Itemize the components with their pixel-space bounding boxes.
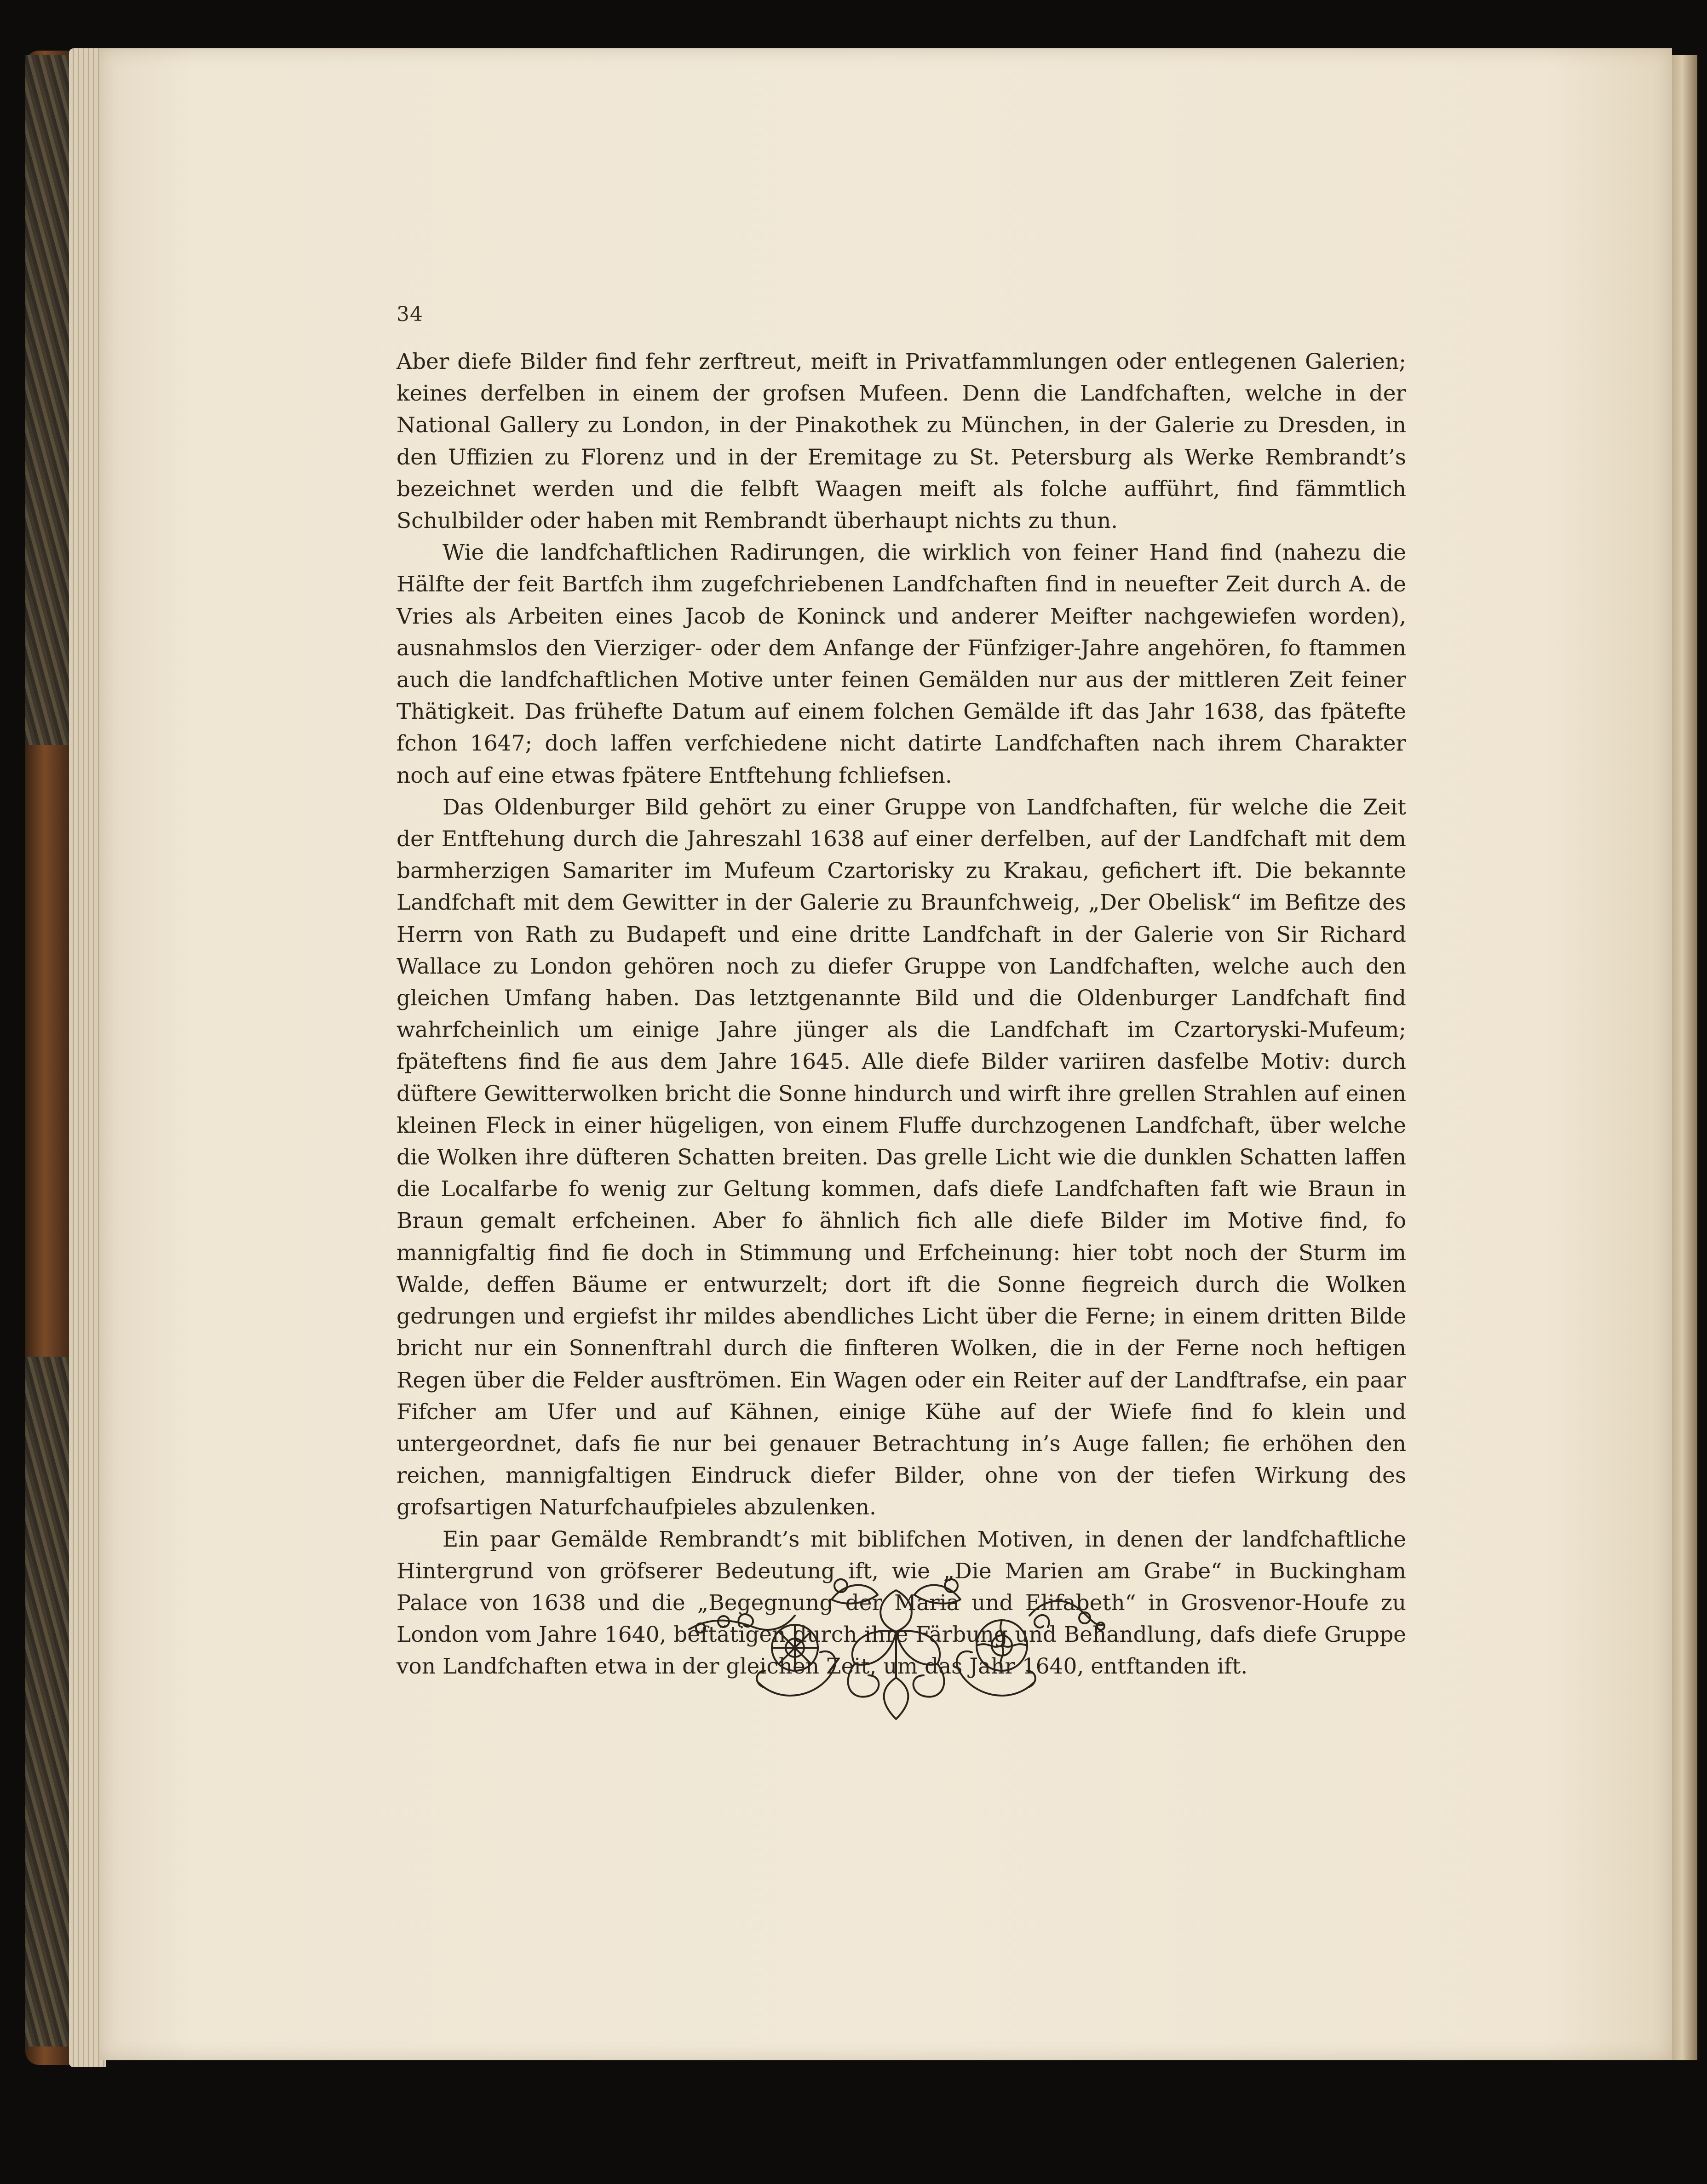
body-text [397,346,1406,1683]
facing-page-edge [1672,55,1697,2060]
paragraph-2: Wie die landfchaftlichen Radirungen, die wirklich von feiner Hand find (nahezu die Hälfte der feit Bartfch ihm zugefchriebenen Landfchaften find in neuefter Zeit durch A. de Vries als Arbeiten eines Jacob de Koninck und anderer Meifter nachgewiefen worden), ausnahmslos den Vierziger- oder dem Anfange der Fünfziger-Jahre angehören, fo ftammen auch die landfchaftlichen Motive unter feinen Gemälden nur aus der mittleren Zeit feiner Thätigkeit. Das frühefte Datum auf einem folchen Gemälde ift das Jahr 1638, das fpätefte fchon 1647; doch laffen verfchiedene nicht datirte Landfchaften nach ihrem Charakter noch auf eine etwas fpätere Entftehung fchliefsen. [397,540,1406,788]
paragraph-3: Das Oldenburger Bild gehört zu einer Gruppe von Landfchaften, für welche die Zeit der Entftehung durch die Jahreszahl 1638 auf einer derfelben, auf der Landfchaft mit dem barmherzigen Samariter im Mufeum Czartorisky zu Krakau, gefichert ift. Die bekannte Landfchaft mit dem Gewitter in der Galerie zu Braunfchweig, „Der Obelisk“ im Befitze des Herrn von Rath zu Budapeft und eine dritte Landfchaft in der Galerie von Sir Richard Wallace zu London gehören noch zu diefer Gruppe von Landfchaften, welche auch den gleichen Umfang haben. Das letztgenannte Bild und die Oldenburger Landfchaft find wahrfcheinlich um einige Jahre jünger als die Landfchaft im Czartoryski-Mufeum; fpäteftens find fie aus dem Jahre 1645. Alle diefe Bilder variiren dasfelbe Motiv: durch düftere Gewitterwolken bricht die Sonne hindurch und wirft ihre grellen Strahlen auf einen kleinen Fleck in einer hügeligen, von einem Fluffe durchzogenen Landfchaft, über welche die Wolken ihre düfteren Schatten breiten. Das grelle Licht wie die dunklen Schatten laffen die Localfarbe fo wenig zur Geltung kommen, dafs diefe Landfchaften faft wie Braun in Braun gemalt erfcheinen. Aber fo ähnlich fich alle diefe Bilder im Motive find, fo mannigfaltig find fie doch in Stimmung und Erfcheinung: hier tobt noch der Sturm im Walde, deffen Bäume er entwurzelt; dort ift die Sonne fiegreich durch die Wolken gedrungen und ergiefst ihr mildes abendliches Licht über die Ferne; in einem dritten Bilde bricht nur ein Sonnenftrahl durch die finfteren Wolken, die in der Ferne noch heftigen Regen über die Felder ausftrömen. Ein Wagen oder ein Reiter auf der Landftrafse, ein paar Fifcher am Ufer und auf Kähnen, einige Kühe auf der Wiefe find fo klein und untergeordnet, dafs fie nur bei genauer Betrachtung in’s Auge fallen; fie erhöhen den reichen, mannigfaltigen Eindruck diefer Bilder, ohne von der tiefen Wirkung des grofsartigen Naturfchaufpieles abzulenken. [397,794,1406,1520]
floral-vignette-icon [680,1572,1112,1724]
paragraph-1: Aber diefe Bilder find fehr zerftreut, meift in Privatfammlungen oder entlegenen Galerien; keines derfelben in einem der grofsen Mufeen. Denn die Landfchaften, welche in der National Gallery zu London, in der Pinakothek zu München, in der Galerie zu Dresden, in den Uffizien zu Florenz und in der Eremitage zu St. Petersburg als Werke Rembrandt’s bezeichnet werden und die felbft Waagen meift als folche aufführt, find fämmtlich Schulbilder oder haben mit Rembrandt überhaupt nichts zu thun. [397,349,1406,534]
paragraph-4: Ein paar Gemälde Rembrandt’s mit biblifchen Motiven, in denen der landfchaftliche Hintergrund von gröfserer Bedeutung ift, wie „Die Marien am Grabe“ in Buckingham Palace von 1638 und die „Begegnung der Maria und Elifabeth“ in Grosvenor-Houfe zu London vom Jahre 1640, beftätigen durch ihre Färbung und Behandlung, dafs diefe Gruppe von Landfchaften etwa in der gleichen Zeit, um das Jahr 1640, entftanden ift. [397,1526,1406,1680]
page-number: 34 [397,303,423,326]
